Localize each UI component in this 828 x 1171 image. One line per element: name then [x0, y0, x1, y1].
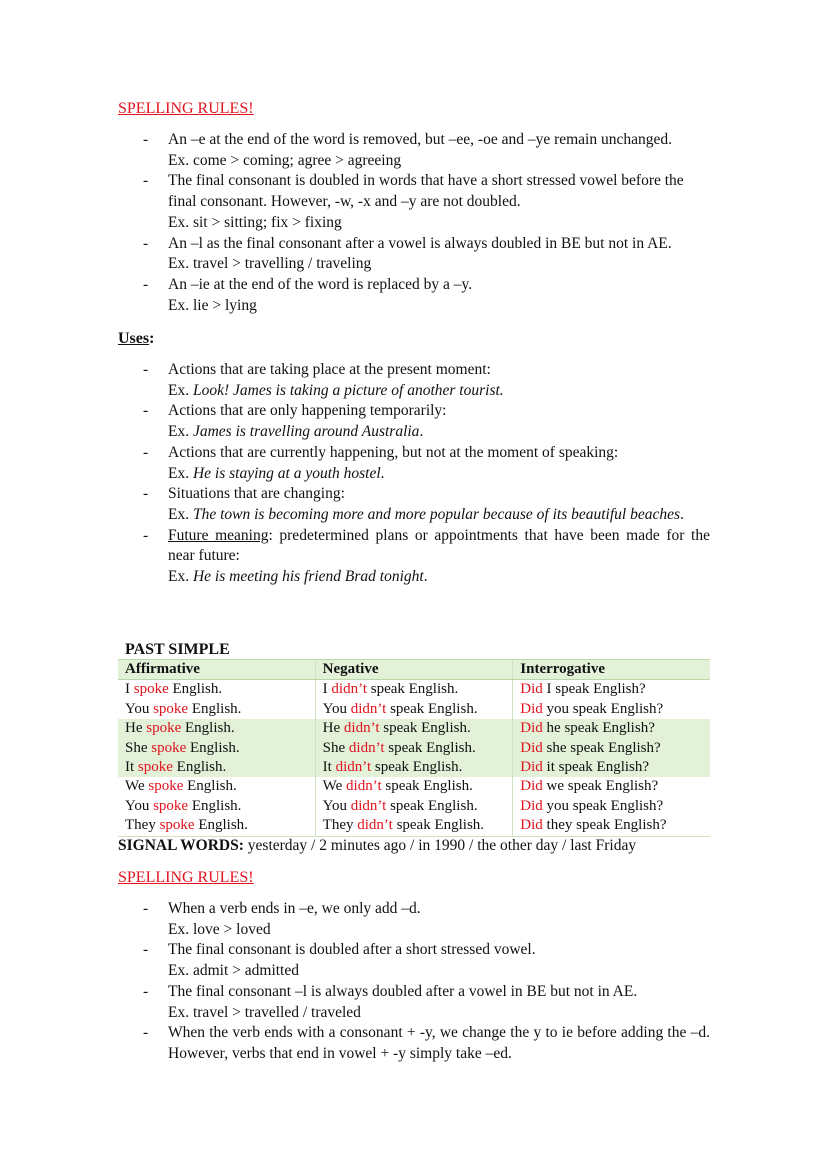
list-item: - Situations that are changing: Ex. The town is becoming more and more popular because of its beautiful beaches.	[143, 485, 684, 523]
past-simple-title: PAST SIMPLE	[125, 641, 230, 658]
table-group-2	[118, 719, 710, 777]
table-row	[118, 816, 710, 836]
list-item: - An –ie at the end of the word is replaced by a –y. Ex. lie > lying	[143, 275, 473, 314]
table-group-3	[118, 777, 710, 836]
table-cell: Did we speak English?	[513, 777, 710, 796]
list-item: - An –l as the final consonant after a vowel is always doubled in BE but not in AE. Ex. travel > travelling / traveling	[143, 234, 672, 273]
table-row	[118, 739, 710, 758]
table-cell: Did they speak English?	[513, 816, 710, 836]
table-cell: She didn’t speak English.	[315, 739, 513, 758]
table-cell: She spoke English.	[118, 739, 315, 758]
uses-heading: Uses:	[118, 330, 155, 347]
spelling-rules-heading-2: SPELLING RULES!	[118, 869, 254, 886]
uses-list	[140, 360, 710, 588]
table-cell: It didn’t speak English.	[315, 758, 513, 777]
table-row	[118, 680, 710, 700]
table-cell: Did she speak English?	[513, 739, 710, 758]
table-cell: He spoke English.	[118, 719, 315, 738]
list-item: - Actions that are currently happening, but not at the moment of speaking: Ex. He is staying at a youth hostel.	[143, 443, 619, 482]
table-cell: I spoke English.	[125, 681, 223, 698]
table-cell: Did I speak English?	[513, 680, 710, 700]
table-row	[118, 797, 710, 816]
list-item: - Future meaning: predetermined plans or appointments that have been made for the near future: Ex. He is meeting his friend Brad tonight.	[143, 526, 710, 586]
table-cell: Did you speak English?	[513, 797, 710, 816]
header-interrogative: Interrogative	[513, 660, 710, 680]
list-item: - The final consonant is doubled in words that have a short stressed vowel before the final consonant. However, -w, -x and –y are not doubled. Ex. sit > sitting; fix > fixing	[143, 172, 684, 231]
table-row	[118, 719, 710, 738]
header-affirmative: Affirmative	[118, 660, 315, 680]
list-item: - Actions that are only happening temporarily: Ex. James is travelling around Australia.	[143, 402, 447, 441]
list-item: - The final consonant is doubled after a short stressed vowel. Ex. admit > admitted	[143, 941, 536, 980]
table-cell: I didn’t speak English.	[315, 680, 513, 700]
table-row	[118, 700, 710, 719]
list-item: - An –e at the end of the word is removed, but –ee, -oe and –ye remain unchanged. Ex. come > coming; agree > agreeing	[143, 131, 673, 169]
table-group-1	[118, 680, 710, 719]
spelling-rules-list	[140, 130, 710, 316]
past-simple-table	[118, 659, 710, 837]
table-cell: Did you speak English?	[513, 700, 710, 719]
table-cell: We didn’t speak English.	[315, 777, 513, 796]
table-cell: You spoke English.	[125, 700, 242, 717]
spelling-rules-list-2	[140, 899, 710, 1065]
header-negative: Negative	[315, 660, 513, 680]
table-row	[118, 758, 710, 777]
table-cell: You didn’t speak English.	[315, 797, 513, 816]
table-cell: Did it speak English?	[513, 758, 710, 777]
table-row	[118, 777, 710, 796]
table-cell: We spoke English.	[125, 778, 237, 795]
table-cell: They spoke English.	[118, 816, 315, 836]
table-cell: You didn’t speak English.	[315, 700, 513, 719]
table-cell: Did he speak English?	[513, 719, 710, 738]
table-cell: They didn’t speak English.	[315, 816, 513, 836]
list-item: - The final consonant –l is always doubled after a vowel in BE but not in AE. Ex. travel > travelled / traveled	[143, 982, 638, 1021]
table-cell: He didn’t speak English.	[315, 719, 513, 738]
list-item: - When a verb ends in –e, we only add –d. Ex. love > loved	[143, 900, 421, 938]
spelling-rules-heading: SPELLING RULES!	[118, 100, 254, 117]
list-item: - Actions that are taking place at the present moment: Ex. Look! James is taking a picture of another tourist.	[143, 361, 504, 399]
table-cell: It spoke English.	[118, 758, 315, 777]
list-item: - When the verb ends with a consonant + -y, we change the y to ie before adding the –d. However, verbs that end in vowel + -y simply take –ed.	[143, 1024, 710, 1062]
signal-words: SIGNAL WORDS: yesterday / 2 minutes ago / in 1990 / the other day / last Friday	[118, 837, 637, 854]
table-cell: You spoke English.	[125, 797, 242, 814]
